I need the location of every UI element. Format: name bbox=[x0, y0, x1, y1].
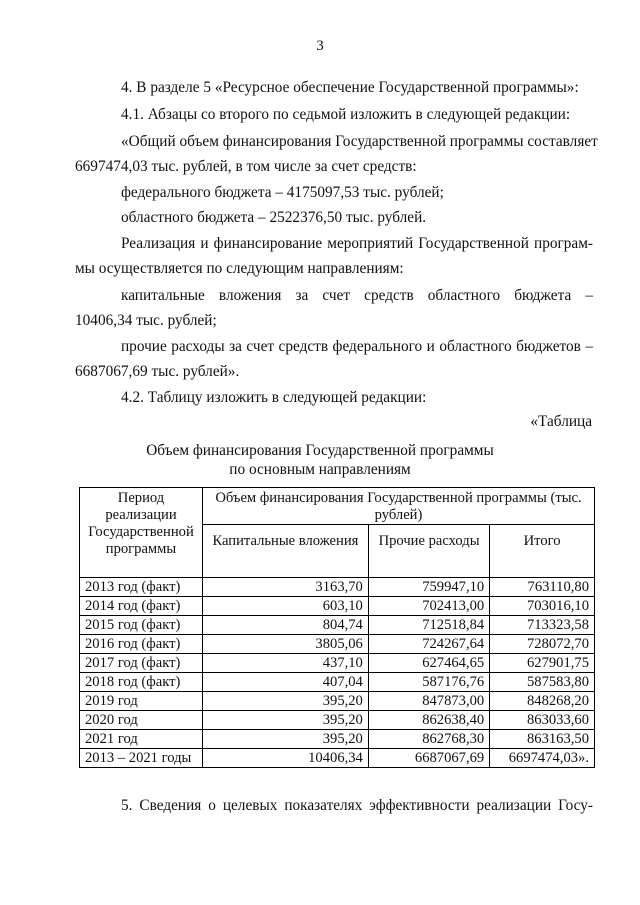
paragraph-regional-budget: областного бюджета – 2522376,50 тыс. рублей. bbox=[121, 209, 427, 226]
capital-cell: 3163,70 bbox=[203, 578, 369, 597]
paragraph-4-1: 4.1. Абзацы со второго по седьмой изложить в следующей редакции: bbox=[121, 106, 571, 123]
total-cell: 627901,75 bbox=[490, 654, 595, 673]
total-cell: 728072,70 bbox=[490, 635, 595, 654]
other-cell: 724267,64 bbox=[368, 635, 489, 654]
header-capital: Капитальные вложения bbox=[203, 525, 369, 578]
period-cell: 2013 год (факт) bbox=[80, 578, 203, 597]
capital-cell: 437,10 bbox=[203, 654, 369, 673]
period-cell: 2017 год (факт) bbox=[80, 654, 203, 673]
paragraph-capital-line1: капитальные вложения за счет средств областного бюджета – bbox=[121, 287, 593, 304]
capital-cell: 395,20 bbox=[203, 711, 369, 730]
table-row bbox=[80, 730, 595, 749]
paragraph-other-line2: 6687067,69 тыс. рублей». bbox=[75, 363, 240, 380]
other-cell: 847873,00 bbox=[368, 692, 489, 711]
capital-cell: 10406,34 bbox=[203, 749, 369, 768]
capital-cell: 407,04 bbox=[203, 673, 369, 692]
table-row bbox=[80, 616, 595, 635]
period-cell: 2021 год bbox=[80, 730, 203, 749]
other-cell: 587176,76 bbox=[368, 673, 489, 692]
capital-cell: 395,20 bbox=[203, 692, 369, 711]
total-cell: 6697474,03». bbox=[490, 749, 595, 768]
paragraph-federal-budget: федерального бюджета – 4175097,53 тыс. рублей; bbox=[121, 184, 444, 201]
paragraph-directions-line1: Реализация и финансирование мероприятий Государственной програм- bbox=[121, 235, 593, 252]
period-cell: 2018 год (факт) bbox=[80, 673, 203, 692]
total-cell: 703016,10 bbox=[490, 597, 595, 616]
total-cell: 713323,58 bbox=[490, 616, 595, 635]
table-caption-line1: Объем финансирования Государственной программы bbox=[146, 442, 494, 459]
table-row bbox=[80, 635, 595, 654]
total-cell: 863163,50 bbox=[490, 730, 595, 749]
period-cell: 2015 год (факт) bbox=[80, 616, 203, 635]
total-cell: 763110,80 bbox=[490, 578, 595, 597]
other-cell: 702413,00 bbox=[368, 597, 489, 616]
table-row-total bbox=[80, 749, 595, 768]
header-period: Период реализации Государственной программы bbox=[80, 488, 203, 578]
header-total: Итого bbox=[490, 525, 595, 578]
paragraph-total-line1: «Общий объем финансирования Государственной программы составляет bbox=[121, 133, 598, 150]
period-cell: 2016 год (факт) bbox=[80, 635, 203, 654]
capital-cell: 804,74 bbox=[203, 616, 369, 635]
other-cell: 862768,30 bbox=[368, 730, 489, 749]
period-cell: 2014 год (факт) bbox=[80, 597, 203, 616]
total-cell: 587583,80 bbox=[490, 673, 595, 692]
other-cell: 627464,65 bbox=[368, 654, 489, 673]
capital-cell: 3805,06 bbox=[203, 635, 369, 654]
paragraph-capital-line2: 10406,34 тыс. рублей; bbox=[75, 312, 217, 329]
paragraph-total-line2: 6697474,03 тыс. рублей, в том числе за счет средств: bbox=[75, 158, 417, 175]
paragraph-5: 5. Сведения о целевых показателях эффективности реализации Госу- bbox=[121, 797, 593, 814]
period-cell: 2019 год bbox=[80, 692, 203, 711]
table-row bbox=[80, 692, 595, 711]
other-cell: 712518,84 bbox=[368, 616, 489, 635]
capital-cell: 395,20 bbox=[203, 730, 369, 749]
other-cell: 6687067,69 bbox=[368, 749, 489, 768]
period-cell: 2020 год bbox=[80, 711, 203, 730]
paragraph-4-2: 4.2. Таблицу изложить в следующей редакции: bbox=[121, 389, 427, 406]
page-number: 3 bbox=[316, 38, 324, 54]
table-row bbox=[80, 597, 595, 616]
table-caption-line2: по основным направлениям bbox=[229, 461, 411, 478]
table-row bbox=[80, 711, 595, 730]
paragraph-4: 4. В разделе 5 «Ресурсное обеспечение Государственной программы»: bbox=[121, 79, 579, 96]
table-row bbox=[80, 578, 595, 597]
other-cell: 759947,10 bbox=[368, 578, 489, 597]
header-financing-volume: Объем финансирования Государственной программы (тыс. рублей) bbox=[203, 488, 595, 525]
table-row bbox=[80, 673, 595, 692]
financing-table bbox=[79, 487, 595, 768]
paragraph-other-line1: прочие расходы за счет средств федерального и областного бюджетов – bbox=[121, 338, 593, 355]
period-cell: 2013 – 2021 годы bbox=[80, 749, 203, 768]
table-row bbox=[80, 654, 595, 673]
table-label: «Таблица bbox=[530, 413, 592, 430]
total-cell: 863033,60 bbox=[490, 711, 595, 730]
other-cell: 862638,40 bbox=[368, 711, 489, 730]
header-other: Прочие расходы bbox=[368, 525, 489, 578]
total-cell: 848268,20 bbox=[490, 692, 595, 711]
paragraph-directions-line2: мы осуществляется по следующим направлениям: bbox=[75, 260, 404, 277]
capital-cell: 603,10 bbox=[203, 597, 369, 616]
